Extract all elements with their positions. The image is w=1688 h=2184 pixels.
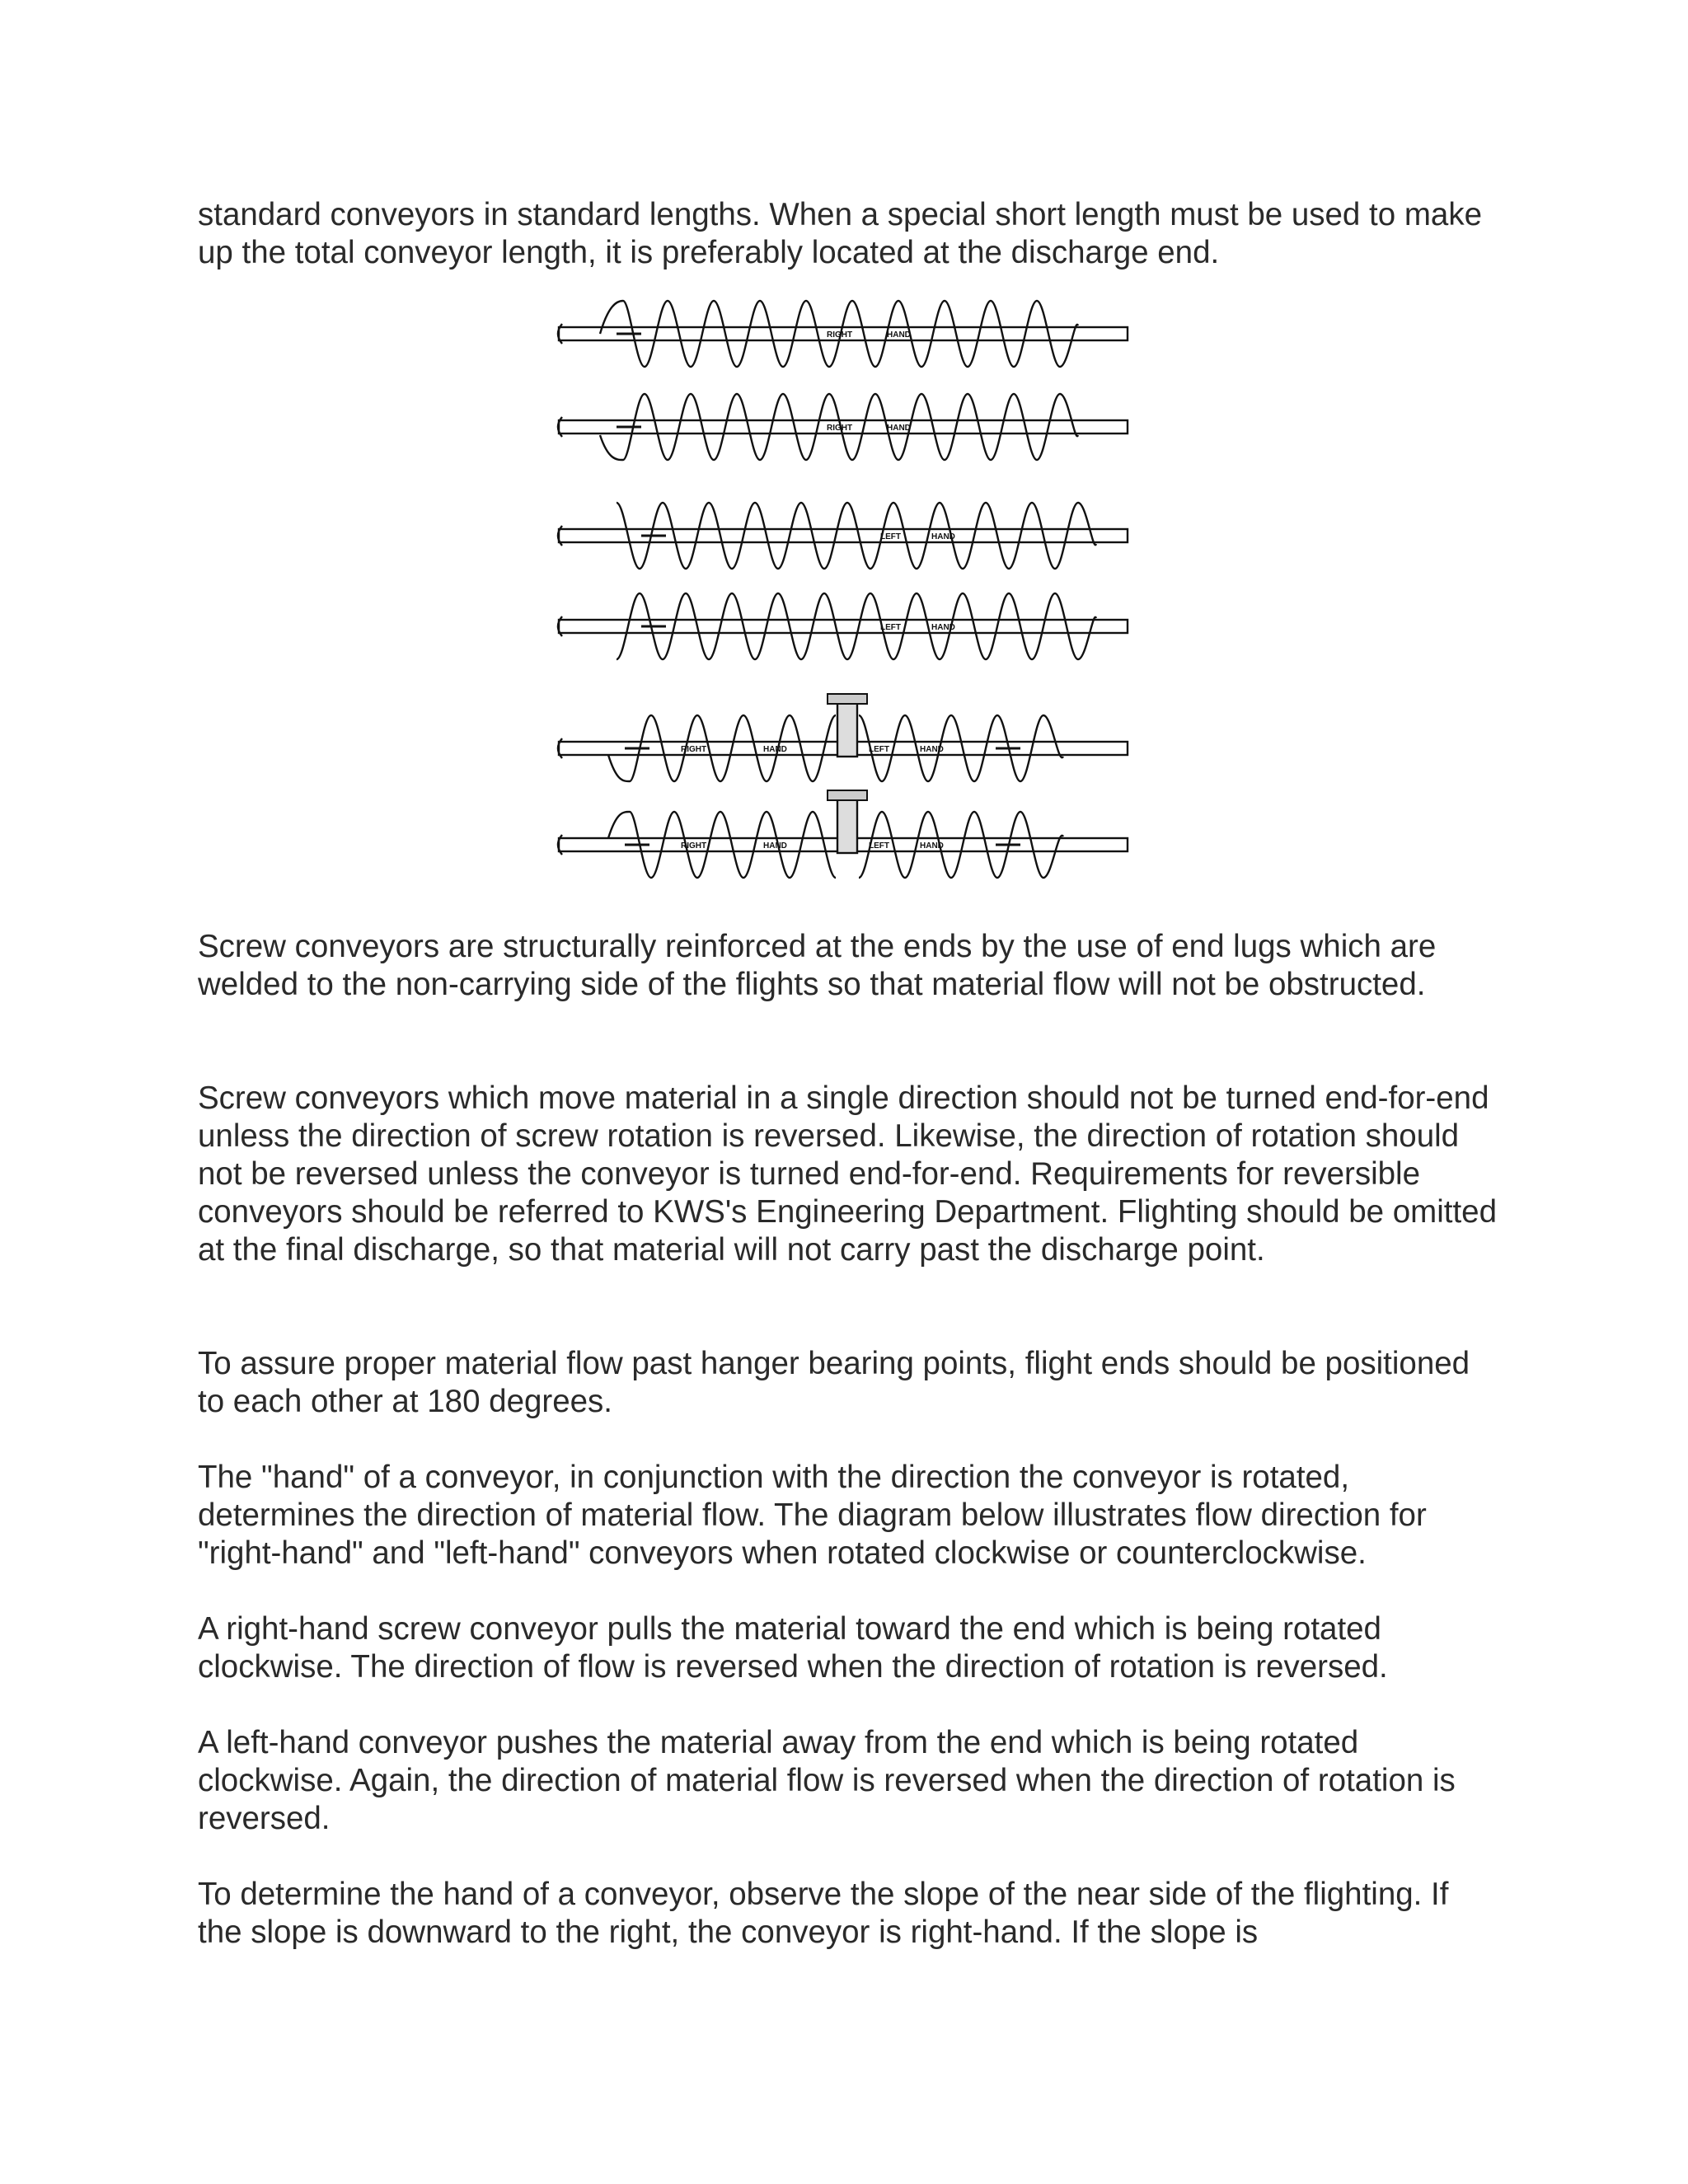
helix-flighting-left xyxy=(859,715,1063,781)
hanger-bracket xyxy=(828,790,867,800)
conveyor-right-left-combo-1 xyxy=(558,694,1128,781)
screw-conveyor-hand-diagram xyxy=(551,297,1144,890)
paragraph-hand-definition: The "hand" of a conveyor, in conjunction with the direction the conveyor is rotated, determines the direction of material flow. The diagram below illustrates flow direction for "right-hand" and "left-hand" conveyors when rotated clockwise or counterclockwise. xyxy=(198,1460,1427,1571)
label-left: LEFT xyxy=(880,532,901,541)
hanger-bracket xyxy=(828,694,867,704)
paragraph-standard-lengths: standard conveyors in standard lengths. When a special short length must be used to make up the total conveyor length, it is preferably located at the discharge end. xyxy=(198,197,1482,270)
conveyor-left-hand-2 xyxy=(558,593,1128,659)
label-left: LEFT xyxy=(869,745,889,754)
conveyor-right-hand-1 xyxy=(558,301,1128,367)
label-right: RIGHT xyxy=(827,424,853,433)
paragraph-hanger-bearing: To assure proper material flow past hanger bearing points, flight ends should be positioned to each other at 180 degrees. xyxy=(198,1346,1470,1419)
hanger-bearing xyxy=(837,799,857,853)
label-hand: HAND xyxy=(887,424,911,433)
label-hand: HAND xyxy=(763,745,787,754)
conveyor-right-hand-2 xyxy=(558,394,1128,460)
label-right: RIGHT xyxy=(827,330,853,340)
paragraph-end-lugs: Screw conveyors are structurally reinforced at the ends by the use of end lugs which are welded to the non-carrying side of the flights so that material flow will not be obstructed. xyxy=(198,929,1437,1002)
paragraph-left-hand: A left-hand conveyor pushes the material away from the end which is being rotated clockwise. Again, the direction of material flow is reversed when the direction of rotation is reversed. xyxy=(198,1725,1456,1836)
label-right: RIGHT xyxy=(681,745,707,754)
paragraph-single-direction: Screw conveyors which move material in a single direction should not be turned end-for-end unless the direction of screw rotation is reversed. Likewise, the direction of rotation should not be reversed unless the conveyor is turned end-for-end. Requirements for reversible conveyors should be referred to KWS's Engineering Department. Flighting should be omitted at the final discharge, so that material will not carry past the discharge point. xyxy=(198,1080,1497,1268)
label-hand: HAND xyxy=(931,532,955,541)
paragraph-right-hand: A right-hand screw conveyor pulls the material toward the end which is being rotated clockwise. The direction of flow is reversed when the direction of rotation is reversed. xyxy=(198,1611,1388,1685)
label-hand: HAND xyxy=(887,330,911,340)
screw-conveyor-figure-svg xyxy=(551,297,1144,890)
label-hand: HAND xyxy=(763,841,787,851)
helix-flighting xyxy=(617,503,1096,569)
conveyor-left-hand-1 xyxy=(558,503,1128,569)
hanger-bearing xyxy=(837,702,857,757)
paragraph-determine-hand: To determine the hand of a conveyor, observe the slope of the near side of the flighting. If the slope is downward to the right, the conveyor is right-hand. If the slope is xyxy=(198,1877,1449,1950)
label-hand: HAND xyxy=(920,841,944,851)
helix-flighting-left xyxy=(859,812,1063,878)
label-left: LEFT xyxy=(869,841,889,851)
label-hand: HAND xyxy=(931,623,955,632)
helix-flighting xyxy=(617,593,1096,659)
conveyor-right-left-combo-2 xyxy=(558,790,1128,878)
label-left: LEFT xyxy=(880,623,901,632)
label-right: RIGHT xyxy=(681,841,707,851)
label-hand: HAND xyxy=(920,745,944,754)
